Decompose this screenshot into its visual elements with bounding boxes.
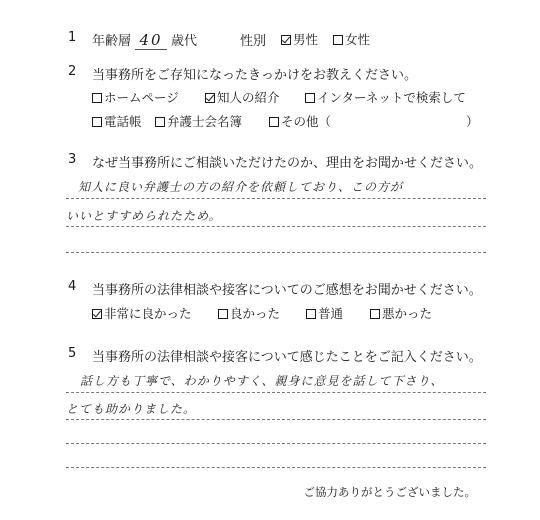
answer-rule (66, 198, 486, 199)
source-option-internet-search[interactable] (305, 88, 466, 106)
closing-message: ご協力ありがとうございました。 (303, 485, 476, 499)
option-label: その他（ (281, 114, 332, 129)
checkbox-icon[interactable] (370, 309, 380, 319)
answer-rule (66, 226, 486, 227)
option-label: 非常に良かった (104, 306, 192, 321)
checkbox-icon[interactable] (306, 309, 316, 319)
age-group-row (92, 30, 197, 50)
question-5-text: 当事務所の法律相談や接客について感じたことをご記入ください。 (92, 350, 482, 365)
checkbox-icon[interactable] (269, 117, 279, 127)
option-label: 女性 (345, 32, 371, 47)
checkbox-icon[interactable] (92, 93, 102, 103)
checkbox-checked-icon[interactable] (205, 93, 215, 103)
other-close-paren: ） (466, 114, 479, 129)
question-4-text: 当事務所の法律相談や接客についてのご感想をお聞かせください。 (92, 283, 482, 298)
answer-rule (66, 392, 486, 393)
option-label: 弁護士会名簿 (167, 114, 243, 129)
answer-3-line-2: いいとすすめられたため。 (66, 209, 222, 223)
answer-rule (66, 443, 486, 444)
source-option-referral[interactable] (205, 88, 280, 106)
checkbox-checked-icon[interactable] (281, 35, 291, 45)
impression-option-bad[interactable] (370, 304, 432, 322)
checkbox-icon[interactable] (92, 117, 102, 127)
checkbox-icon[interactable] (218, 309, 228, 319)
age-suffix: 歳代 (171, 34, 198, 49)
source-option-other[interactable] (269, 112, 331, 130)
option-label: 良かった (230, 306, 281, 321)
option-label: 知人の紹介 (217, 90, 280, 105)
answer-5-line-1: 話し方も丁寧で、わかりやすく、親身に意見を話して下さり、 (80, 374, 444, 388)
question-2-text: 当事務所をご存知になったきっかけをお教えください。 (92, 68, 418, 83)
checkbox-icon[interactable] (333, 35, 343, 45)
source-option-homepage[interactable] (92, 88, 179, 106)
source-option-phonebook[interactable] (92, 112, 142, 130)
impression-option-good[interactable] (218, 304, 280, 322)
option-label: インターネットで検索して (317, 90, 466, 105)
checkbox-icon[interactable] (305, 93, 315, 103)
answer-rule (66, 419, 486, 420)
question-2-number: 2 (68, 64, 77, 79)
answer-5-line-2: とても助かりました。 (66, 402, 197, 416)
option-label: ホームページ (104, 90, 179, 105)
gender-option-male[interactable] (281, 30, 318, 48)
age-value[interactable]: 40 (135, 31, 167, 50)
age-label: 年齢層 (92, 34, 132, 49)
question-3-number: 3 (68, 152, 77, 167)
question-1-number: 1 (68, 30, 77, 45)
question-4-number: 4 (68, 279, 77, 294)
impression-option-average[interactable] (306, 304, 343, 322)
option-label: 電話帳 (104, 114, 142, 129)
option-label: 男性 (293, 32, 319, 47)
question-3-text: なぜ当事務所にご相談いただけたのか、理由をお聞かせください。 (92, 156, 483, 171)
impression-option-very-good[interactable] (92, 304, 192, 322)
gender-label: 性別 (240, 34, 267, 49)
source-option-bar-directory[interactable] (155, 112, 242, 130)
gender-option-female[interactable] (333, 30, 370, 48)
answer-rule (66, 252, 486, 253)
checkbox-icon[interactable] (155, 117, 165, 127)
option-label: 悪かった (382, 306, 433, 321)
question-5-number: 5 (68, 346, 77, 361)
option-label: 普通 (318, 306, 344, 321)
answer-3-line-1: 知人に良い弁護士の方の紹介を依頼しており、この方が (78, 180, 404, 194)
checkbox-checked-icon[interactable] (92, 309, 102, 319)
answer-rule (66, 467, 486, 468)
